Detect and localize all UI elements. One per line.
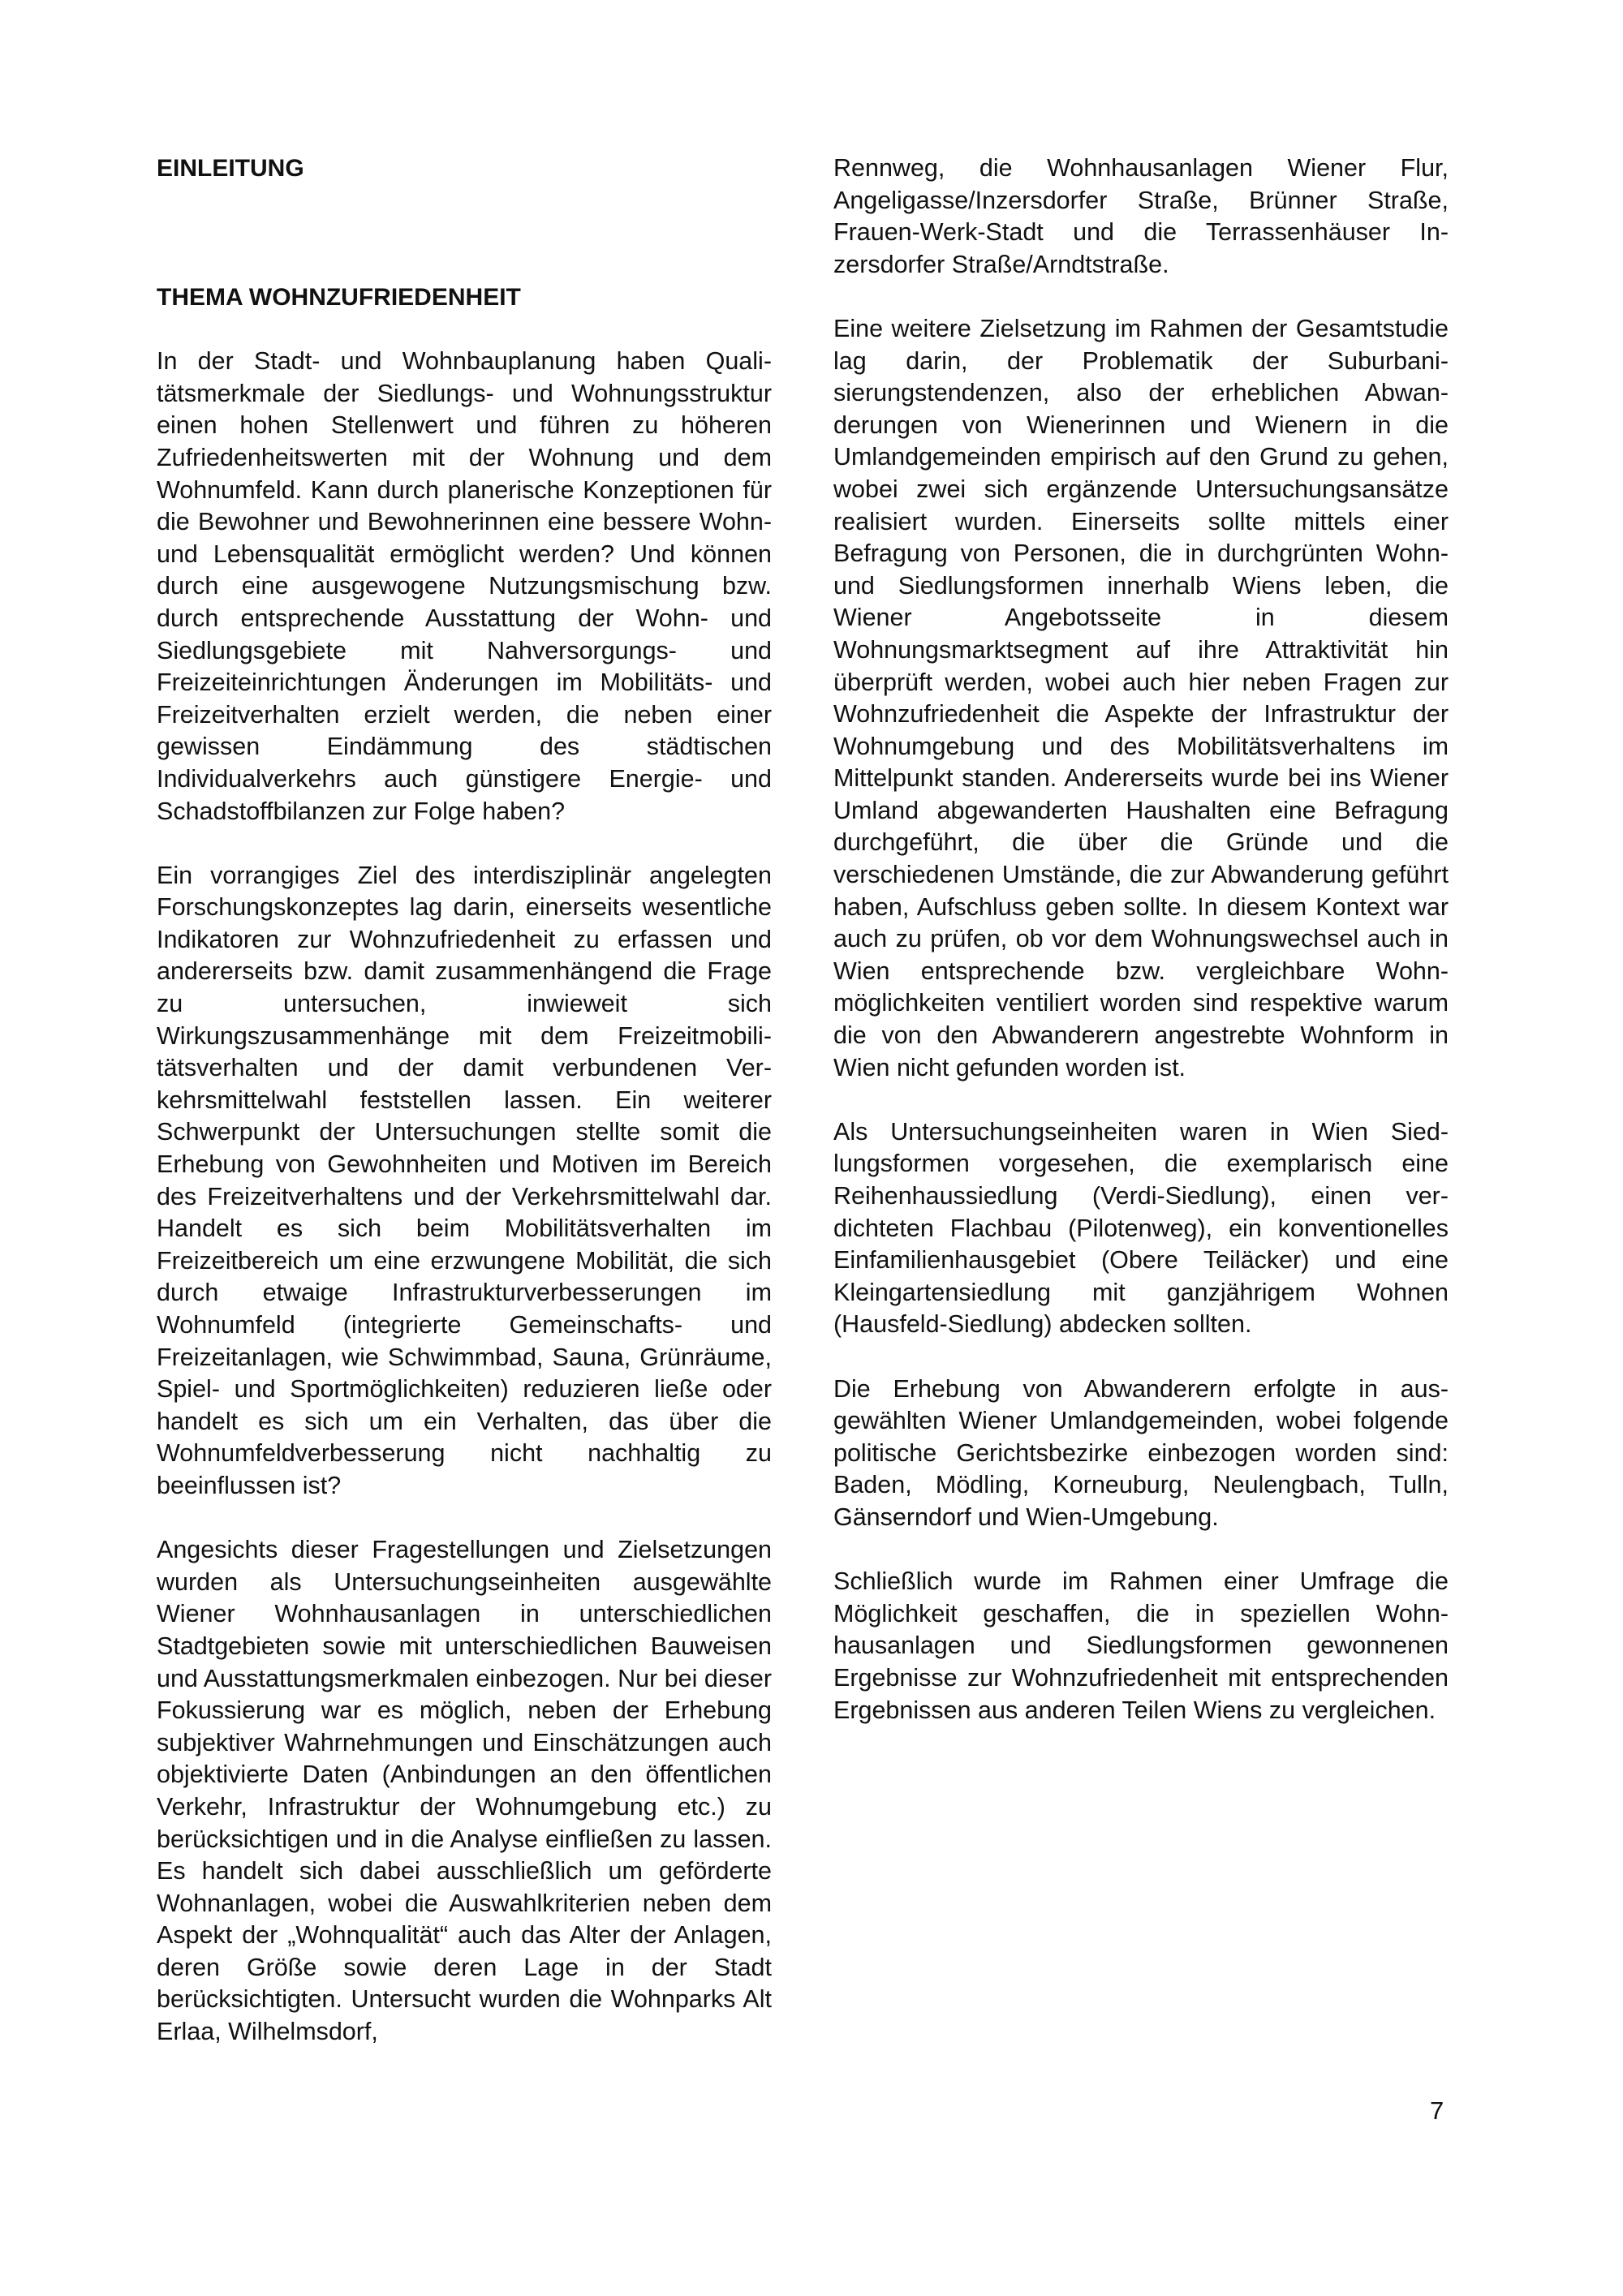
paragraph: Schließlich wurde im Rahmen einer Umfrage die Möglichkeit geschaffen, die in speziellen Wohnhausanlagen und Siedlungsformen gewonnenen Ergebnisse zur Wohnzufriedenheit mit entsprechenden Ergebnissen aus anderen Teilen Wiens zu vergleichen.	[833, 1567, 1449, 1724]
page-number: 7	[1430, 2096, 1444, 2125]
right-column	[833, 153, 1449, 1759]
paragraph: Angesichts dieser Fragestellungen und Zielsetzungen wurden als Untersuchungseinheiten ausgewählte Wiener Wohnhausanlagen in unterschiedlichen Stadtgebieten sowie mit unterschiedlichen Bauweisen und Ausstattungsmerkmalen einbezogen. Nur bei dieser Fokussierung war es möglich, neben der Erhebung subjektiver Wahrnehmungen und Einschätzungen auch objektivierte Daten (Anbindungen an den öffentlichen Verkehr, Infrastruktur der Wohnumgebung etc.) zu berücksichtigen und in die Analyse einfließen zu lassen. Es handelt sich dabei ausschließlich um geförderte Wohnanlagen, wobei die Auswahlkriterien neben dem Aspekt der „Wohnqualität“ auch das Alter der Anlagen, deren Größe sowie deren Lage in der Stadt berücksichtigten. Untersucht wurden die Wohnparks Alt Erlaa, Wilhelmsdorf,	[157, 1536, 772, 2046]
paragraph: Ein vorrangiges Ziel des interdisziplinär angelegten Forschungskonzeptes lag darin, einerseits wesentliche Indikatoren zur Wohnzufriedenheit zu erfassen und andererseits bzw. damit zusammenhängend die Frage zu untersuchen, inwieweit sich Wirkungszusammenhänge mit dem Freizeitmobilitätsverhalten und der damit verbundenen Verkehrsmittelwahl feststellen lassen. Ein weiterer Schwerpunkt der Untersuchungen stellte somit die Erhebung von Gewohnheiten und Motiven im Bereich des Freizeitverhaltens und der Verkehrsmittelwahl dar. Handelt es sich beim Mobilitätsverhalten im Freizeitbereich um eine erzwungene Mobilität, die sich durch etwaige Infrastrukturverbesserungen im Wohnumfeld (integrierte Gemeinschafts- und Freizeitanlagen, wie Schwimmbad, Sauna, Grünräume, Spiel- und Sportmöglichkeiten) reduzieren ließe oder handelt es sich um ein Verhalten, das über die Wohnumfeldverbesserung nicht nachhaltig zu beeinflussen ist?	[157, 861, 772, 1499]
paragraph: Als Untersuchungseinheiten waren in Wien Siedlungsformen vorgesehen, die exemplarisch eine Reihenhaussiedlung (Verdi-Siedlung), einen verdichteten Flachbau (Pilotenweg), ein konventionelles Einfamilienhausgebiet (Obere Teiläcker) und eine Kleingartensiedlung mit ganzjährigem Wohnen (Hausfeld-Siedlung) abdecken sollten.	[833, 1117, 1449, 1339]
paragraph: In der Stadt- und Wohnbauplanung haben Qualitätsmerkmale der Siedlungs- und Wohnungsstruktur einen hohen Stellenwert und führen zu höheren Zufriedenheitswerten mit der Wohnung und dem Wohnumfeld. Kann durch planerische Konzeptionen für die Bewohner und Bewohnerinnen eine bessere Wohn- und Lebensqualität ermöglicht werden? Und können durch eine ausgewogene Nutzungsmischung bzw. durch entsprechende Ausstattung der Wohn- und Siedlungsgebiete mit Nahversorgungs- und Freizeiteinrichtungen Änderungen im Mobilitäts- und Freizeitverhalten erzielt werden, die neben einer gewissen Eindämmung des städtischen Individualverkehrs auch günstigere Energie- und Schadstoffbilanzen zur Folge haben?	[157, 347, 772, 825]
left-column	[157, 153, 772, 2080]
paragraph: Eine weitere Zielsetzung im Rahmen der Gesamtstudie lag darin, der Problematik der Suburbanisierungstendenzen, also der erheblichen Abwanderungen von Wienerinnen und Wienern in die Umlandgemeinden empirisch auf den Grund zu gehen, wobei zwei sich ergänzende Untersuchungsansätze realisiert wurden. Einerseits sollte mittels einer Befragung von Personen, die in durchgrünten Wohn- und Siedlungsformen innerhalb Wiens leben, die Wiener Angebotsseite in diesem Wohnungsmarktsegment auf ihre Attraktivität hin überprüft werden, wobei auch hier neben Fragen zur Wohnzufriedenheit die Aspekte der Infrastruktur der Wohnumgebung und des Mobilitätsverhaltens im Mittelpunkt standen. Andererseits wurde bei ins Wiener Umland abgewanderten Haushalten eine Befragung durchgeführt, die über die Gründe und die verschiedenen Umstände, die zur Abwanderung geführt haben, Aufschluss geben sollte. In diesem Kontext war auch zu prüfen, ob vor dem Wohnungswechsel auch in Wien entsprechende bzw. vergleichbare Wohnmöglichkeiten ventiliert worden sind respektive warum die von den Abwanderern angestrebte Wohnform in Wien nicht gefunden worden ist.	[833, 314, 1449, 1081]
section-heading-einleitung: EINLEITUNG	[157, 155, 304, 182]
paragraph: Die Erhebung von Abwanderern erfolgte in ausgewählten Wiener Umlandgemeinden, wobei folgende politische Gerichtsbezirke einbezogen worden sind: Baden, Mödling, Korneuburg, Neulengbach, Tulln, Gänserndorf und Wien-Umgebung.	[833, 1374, 1449, 1531]
paragraph: Rennweg, die Wohnhausanlagen Wiener Flur, Angeligasse/Inzersdorfer Straße, Brünner Straße, Frauen-Werk-Stadt und die Terrassenhäuser Inzersdorfer Straße/Arndtstraße.	[833, 154, 1449, 278]
section-heading-wohnzufriedenheit: THEMA WOHNZUFRIEDENHEIT	[157, 283, 521, 311]
